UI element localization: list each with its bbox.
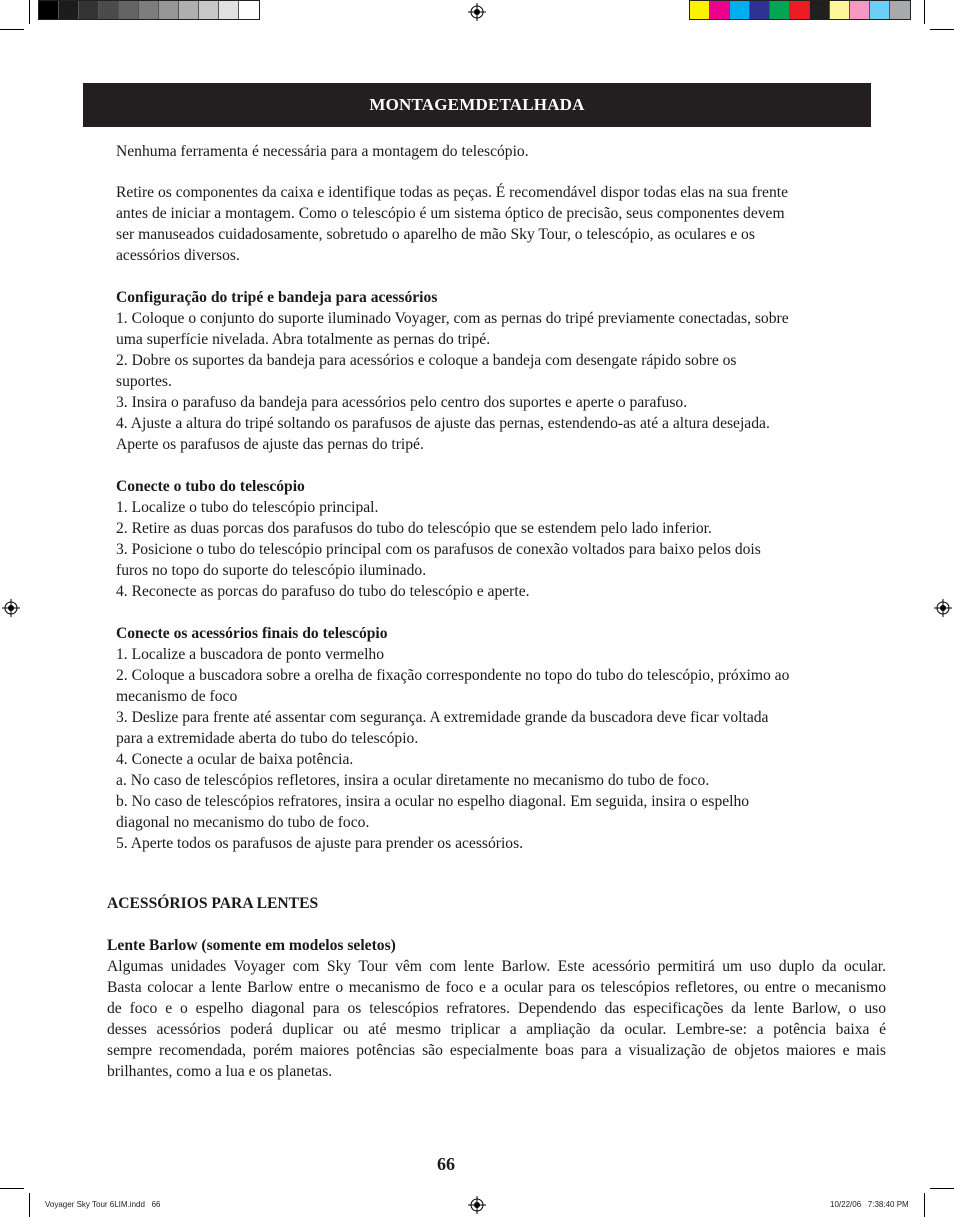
barlow-subheading: Lente Barlow (somente em modelos seletos): [107, 937, 396, 954]
text-line: suportes.: [116, 373, 172, 390]
section-accessories-final: [116, 623, 846, 854]
text-line: Algumas unidades Voyager com Sky Tour vêm com lente Barlow. Este acessório permitirá um uso duplo da ocular.: [107, 958, 886, 975]
text-line: 3. Insira o parafuso da bandeja para acessórios pelo centro dos suportes e aperte o parafuso.: [116, 394, 688, 411]
page-number: 66: [437, 1154, 455, 1174]
gray-swatch: [239, 1, 259, 19]
gray-swatch: [39, 1, 59, 19]
text-line: 3. Deslize para frente até assentar com segurança. A extremidade grande da buscadora deve ficar voltada: [116, 709, 769, 726]
text-line: sempre recomendada, porém maiores potências são especialmente boas para a visualização de objetos maiores e mais: [107, 1042, 886, 1059]
process-swatch: [750, 1, 770, 19]
process-swatch: [690, 1, 710, 19]
text-line: Retire os componentes da caixa e identifique todas as peças. É recomendável dispor todas elas na sua frente: [116, 184, 789, 201]
gray-swatch: [119, 1, 139, 19]
process-color-bar: [689, 0, 911, 20]
section-title: Conecte o tubo do telescópio: [116, 478, 305, 495]
text-line: Basta colocar a lente Barlow entre o mecanismo de foco e a ocular para os telescópios refletores, ou entre o mecanismo: [107, 979, 886, 996]
crop-mark-top-right-v: [924, 0, 925, 24]
section-header: [83, 83, 871, 127]
text-line: furos no topo do suporte do telescópio iluminado.: [116, 562, 427, 579]
text-line: para a extremidade aberta do tubo do telescópio.: [116, 730, 419, 747]
text-line: 4. Conecte a ocular de baixa potência.: [116, 751, 354, 768]
text-line: Aperte os parafusos de ajuste das pernas do tripé.: [116, 436, 424, 453]
gray-swatch: [219, 1, 239, 19]
text-line: de foco e o espelho diagonal para os telescópios refratores. Dependendo das especificações da lente Barlow, o uso: [107, 1000, 886, 1017]
registration-target-icon: [2, 599, 20, 617]
process-swatch: [890, 1, 910, 19]
crop-mark-top-right-h: [930, 29, 954, 30]
text-line: uma superfície nivelada. Abra totalmente as pernas do tripé.: [116, 331, 491, 348]
text-line: b. No caso de telescópios refratores, insira a ocular no espelho diagonal. Em seguida, insira o espelho: [116, 793, 750, 810]
crop-mark-top-left-h: [0, 29, 24, 30]
text-line: 1. Localize a buscadora de ponto vermelho: [116, 646, 385, 663]
barlow-section: [107, 935, 886, 1082]
registration-target-icon: [934, 599, 952, 617]
intro-text: [116, 141, 846, 162]
process-swatch: [710, 1, 730, 19]
process-swatch: [730, 1, 750, 19]
process-swatch: [870, 1, 890, 19]
crop-mark-bottom-right-v: [924, 1193, 925, 1217]
registration-target-icon: [468, 3, 486, 21]
accessories-heading: ACESSÓRIOS PARA LENTES: [107, 895, 319, 912]
gray-swatch: [179, 1, 199, 19]
gray-swatch: [99, 1, 119, 19]
gray-swatch: [159, 1, 179, 19]
text-line: acessórios diversos.: [116, 247, 240, 264]
text-line: 4. Ajuste a altura do tripé soltando os parafusos de ajuste das pernas, estendendo-as até a altura desejada.: [116, 415, 770, 432]
section-title: Conecte os acessórios finais do telescópio: [116, 625, 388, 642]
text-line: 5. Aperte todos os parafusos de ajuste para prender os acessórios.: [116, 835, 524, 852]
text-line: 1. Coloque o conjunto do suporte iluminado Voyager, com as pernas do tripé previamente conectadas, sobre: [116, 310, 789, 327]
paragraph-unpacking: [116, 182, 846, 266]
process-swatch: [830, 1, 850, 19]
text-line: 4. Reconecte as porcas do parafuso do tubo do telescópio e aperte.: [116, 583, 530, 600]
text-line: desses acessórios poderá duplicar ou até mesmo triplicar a ampliação da ocular. Lembre-se: a potência baixa é: [107, 1021, 886, 1038]
text-line: ser manuseados cuidadosamente, sobretudo o aparelho de mão Sky Tour, o telescópio, as oculares e os: [116, 226, 755, 243]
text-line: 1. Localize o tubo do telescópio principal.: [116, 499, 379, 516]
crop-mark-top-left-v: [29, 0, 30, 24]
gray-swatch: [79, 1, 99, 19]
text-line: a. No caso de telescópios refletores, insira a ocular diretamente no mecanismo do tubo de foco.: [116, 772, 710, 789]
text-line: 2. Retire as duas porcas dos parafusos do tubo do telescópio que se estendem pelo lado inferior.: [116, 520, 712, 537]
registration-target-icon: [468, 1196, 486, 1214]
process-swatch: [810, 1, 830, 19]
text-line: brilhantes, como a lua e os planetas.: [107, 1063, 333, 1080]
grayscale-color-bar: [38, 0, 260, 20]
process-swatch: [790, 1, 810, 19]
section-title: Configuração do tripé e bandeja para acessórios: [116, 289, 438, 306]
text-line: mecanismo de foco: [116, 688, 238, 705]
barlow-body: [107, 956, 886, 1082]
gray-swatch: [59, 1, 79, 19]
text-line: antes de iniciar a montagem. Como o telescópio é um sistema óptico de precisão, seus componentes devem: [116, 205, 785, 222]
footer-timestamp: 10/22/06 7:38:40 PM: [830, 1200, 909, 1209]
section-tube: [116, 476, 846, 602]
process-swatch: [850, 1, 870, 19]
text-line: 3. Posicione o tubo do telescópio principal com os parafusos de conexão voltados para baixo pelos dois: [116, 541, 761, 558]
text-line: diagonal no mecanismo do tubo de foco.: [116, 814, 370, 831]
gray-swatch: [139, 1, 159, 19]
intro-line: Nenhuma ferramenta é necessária para a montagem do telescópio.: [116, 143, 529, 160]
text-line: 2. Dobre os suportes da bandeja para acessórios e coloque a bandeja com desengate rápido sobre os: [116, 352, 737, 369]
footer-file-name: Voyager Sky Tour 6LIM.indd 66: [45, 1200, 161, 1209]
section-header-title: MONTAGEMDETALHADA: [369, 95, 585, 114]
crop-mark-bottom-left-v: [29, 1193, 30, 1217]
section-tripod: [116, 287, 846, 455]
process-swatch: [770, 1, 790, 19]
gray-swatch: [199, 1, 219, 19]
crop-mark-bottom-left-h: [0, 1188, 24, 1189]
crop-mark-bottom-right-h: [930, 1188, 954, 1189]
text-line: 2. Coloque a buscadora sobre a orelha de fixação correspondente no topo do tubo do telescópio, próximo ao: [116, 667, 790, 684]
